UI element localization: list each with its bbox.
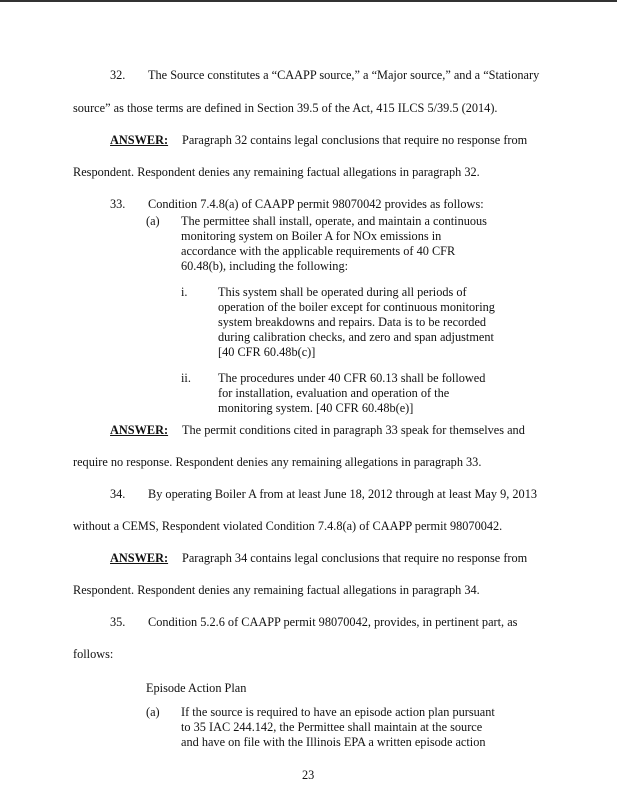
page-number: 23	[302, 768, 315, 782]
quote-item-number: (a)	[146, 214, 160, 228]
quote-item-number: (a)	[146, 705, 160, 719]
quote-text: for installation, evaluation and operation of the	[218, 386, 450, 400]
answer-text: require no response. Respondent denies any remaining allegations in paragraph 33.	[73, 455, 482, 469]
quote-text: monitoring system. [40 CFR 60.48b(e)]	[218, 401, 414, 415]
answer-label: ANSWER:	[110, 551, 169, 565]
quote-text: accordance with the applicable requirements of 40 CFR	[181, 244, 456, 258]
quote-text: This system shall be operated during all periods of	[218, 285, 467, 299]
paragraph-number: 32.	[110, 68, 126, 82]
scan-edge-line	[0, 0, 617, 2]
quote-text: system breakdowns and repairs. Data is to be recorded	[218, 315, 487, 329]
quote-subitem-number: i.	[181, 285, 188, 299]
paragraph-text: Condition 5.2.6 of CAAPP permit 98070042, provides, in pertinent part, as	[148, 615, 518, 629]
quote-text: The permittee shall install, operate, and maintain a continuous	[181, 214, 487, 228]
paragraph-text: follows:	[73, 647, 114, 661]
answer-text: Paragraph 34 contains legal conclusions that require no response from	[182, 551, 528, 565]
quote-text: The procedures under 40 CFR 60.13 shall be followed	[218, 371, 486, 385]
answer-text: Paragraph 32 contains legal conclusions that require no response from	[182, 133, 528, 147]
paragraph-number: 34.	[110, 487, 126, 501]
quote-text: If the source is required to have an episode action plan pursuant	[181, 705, 495, 719]
paragraph-text: By operating Boiler A from at least June 18, 2012 through at least May 9, 2013	[148, 487, 537, 501]
quote-text: and have on file with the Illinois EPA a written episode action	[181, 735, 486, 749]
quote-subitem-number: ii.	[181, 371, 191, 385]
answer-text: The permit conditions cited in paragraph 33 speak for themselves and	[182, 423, 525, 437]
quote-text: [40 CFR 60.48b(c)]	[218, 345, 316, 359]
answer-label: ANSWER:	[110, 133, 169, 147]
paragraph-text: Condition 7.4.8(a) of CAAPP permit 98070042 provides as follows:	[148, 197, 484, 211]
quote-text: during calibration checks, and zero and span adjustment	[218, 330, 494, 344]
paragraph-number: 33.	[110, 197, 126, 211]
paragraph-number: 35.	[110, 615, 126, 629]
answer-text: Respondent. Respondent denies any remaining factual allegations in paragraph 32.	[73, 165, 480, 179]
paragraph-text: The Source constitutes a “CAAPP source,” a “Major source,” and a “Stationary	[148, 68, 540, 82]
answer-label: ANSWER:	[110, 423, 169, 437]
paragraph-text: source” as those terms are defined in Section 39.5 of the Act, 415 ILCS 5/39.5 (2014).	[73, 101, 498, 115]
paragraph-text: without a CEMS, Respondent violated Condition 7.4.8(a) of CAAPP permit 98070042.	[73, 519, 503, 533]
quote-text: monitoring system on Boiler A for NOx emissions in	[181, 229, 442, 243]
quote-heading: Episode Action Plan	[146, 681, 247, 695]
quote-text: 60.48(b), including the following:	[181, 259, 349, 273]
answer-text: Respondent. Respondent denies any remaining factual allegations in paragraph 34.	[73, 583, 480, 597]
quote-text: to 35 IAC 244.142, the Permittee shall maintain at the source	[181, 720, 483, 734]
quote-text: operation of the boiler except for continuous monitoring	[218, 300, 495, 314]
